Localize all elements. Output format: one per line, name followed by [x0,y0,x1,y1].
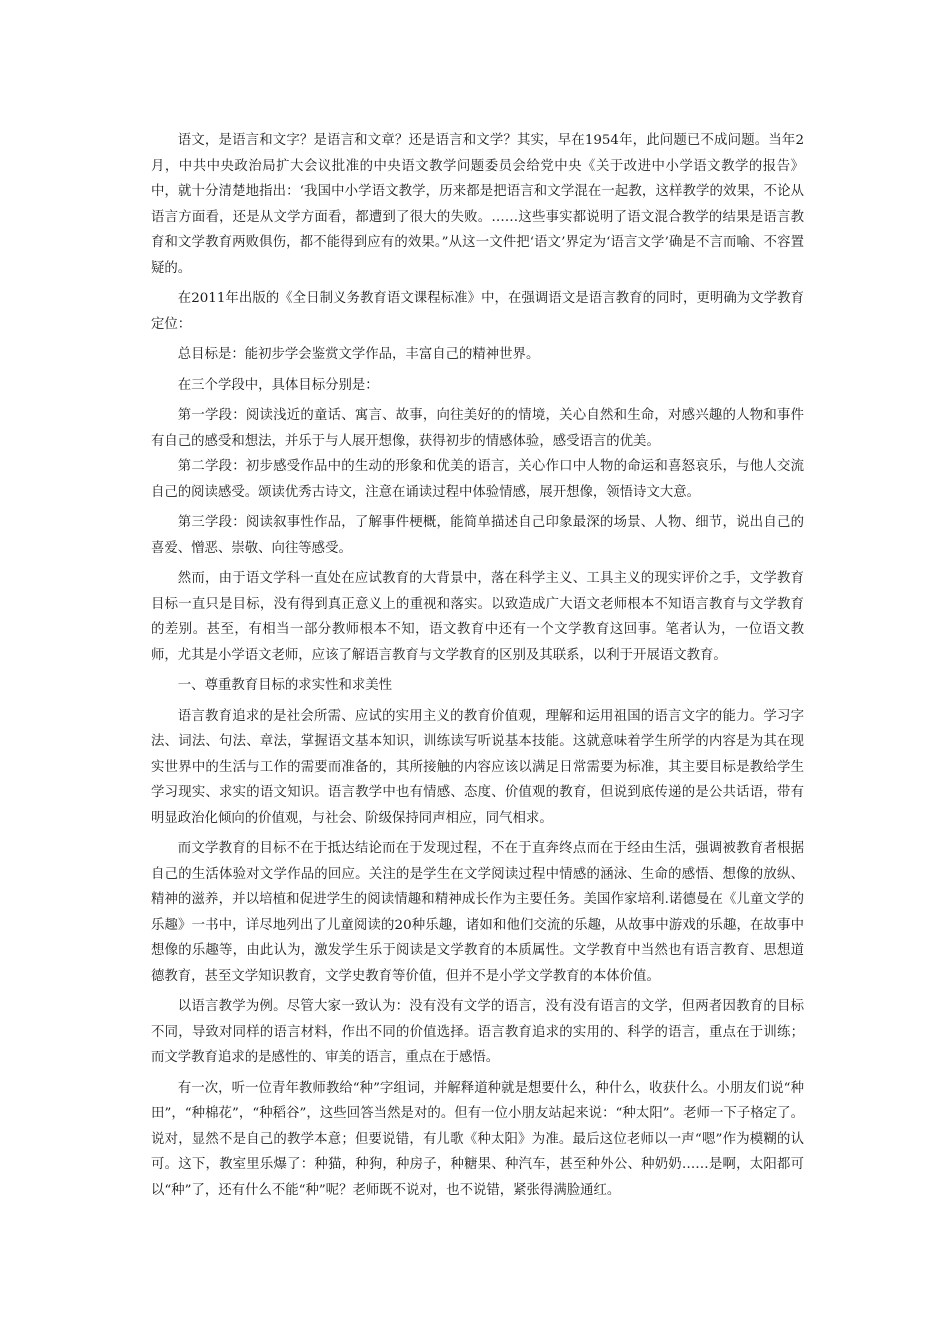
paragraph-stage-three: 第三学段：阅读叙事性作品，了解事件梗概，能简单描述自己印象最深的场景、人物、细节，说出自己的喜爱、憎恶、崇敬、向往等感受。 [151,515,804,556]
paragraph-classroom-story: 有一次，听一位青年教师教给“种”字组词，并解释道种就是想要什么，种什么，收获什么。小朋友们说“种田”，“种棉花”，“种稻谷”，这些回答当然是对的。但有一位小朋友站起来说：“种太阳”。老师一下子格定了。说对，显然不是自己的教学本意；但要说错，有儿歌《种太阳》为准。最后这位老师以一声“嗯”作为模糊的认可。这下，教室里乐爆了：种猫，种狗，种房子，种糖果、种汽车，甚至种外公、种奶奶……是啊，太阳都可以“种”了，还有什么不能“种”呢？老师既不说对，也不说错，紧张得满脸通红。 [151,1080,804,1198]
paragraph-overall-goal: 总目标是：能初步学会鉴赏文学作品，丰富自己的精神世界。 [177,347,540,362]
section-heading-one: 一、尊重教育目标的求实性和求美性 [177,678,393,693]
paragraph-language-teaching-example: 以语言教学为例。尽管大家一致认为：没有没有文学的语言，没有没有语言的文学，但两者因教育的目标不同，导致对同样的语言材料，作出不同的价值选择。语言教育追求的实用的、科学的语言，重点在于训练；而文学教育追求的是感性的、审美的语言，重点在于感悟。 [151,999,804,1065]
document-page [151,128,804,1208]
paragraph-stage-one: 第一学段：阅读浅近的童话、寓言、故事，向往美好的的情境，关心自然和生命，对感兴趣的人物和事件有自己的感受和想法，并乐于与人展开想像，获得初步的情感体验，感受语言的优美。 [151,408,804,449]
paragraph-intro: 语文，是语言和文字？是语言和文章？还是语言和文学？其实，早在1954年，此问题已不成问题。当年2月，中共中央政治局扩大会议批准的中央语文教学问题委员会给党中央《关于改进中小学语文教学的报告》中，就十分清楚地指出：‘我国中小学语文教学，历来都是把语言和文学混在一起教，这样教学的效果，不论从语言方面看，还是从文学方面看，都遭到了很大的失败。……这些事实都说明了语文混合教学的结果是语言教育和文学教育两败俱伤，都不能得到应有的效果。”从这一文件把‘语文’界定为‘语言文学’确是不言而喻、不容置疑的。 [151,133,804,276]
paragraph-however: 然而，由于语文学科一直处在应试教育的大背景中，落在科学主义、工具主义的现实评价之手，文学教育目标一直只是目标，没有得到真正意义上的重视和落实。以致造成广大语文老师根本不知语言教育与文学教育的差别。甚至，有相当一部分教师根本不知，语文教育中还有一个文学教育这回事。笔者认为，一位语文教师，尤其是小学语文老师，应该了解语言教育与文学教育的区别及其联系，以利于开展语文教育。 [151,571,804,663]
paragraph-curriculum-standard: 在2011年出版的《全日制义务教育语文课程标准》中，在强调语文是语言教育的同时，更明确为文学教育定位： [151,291,804,332]
paragraph-language-education: 语言教育追求的是社会所需、应试的实用主义的教育价值观，理解和运用祖国的语言文字的能力。学习字法、词法、句法、章法，掌握语文基本知识，训练读写听说基本技能。这就意味着学生所学的内容是为其在现实世界中的生活与工作的需要而准备的，其所接触的内容应该以满足日常需要为标准，其主要目标是教给学生学习现实、求实的语文知识。语言教学中也有情感、态度、价值观的教育，但说到底传递的是公共话语，带有明显政治化倾向的价值观，与社会、阶级保持同声相应，同气相求。 [151,708,804,826]
paragraph-literature-education: 而文学教育的目标不在于抵达结论而在于发现过程，不在于直奔终点而在于经由生活，强调被教育者根据自己的生活体验对文学作品的回应。关注的是学生在文学阅读过程中情感的涵泳、生命的感悟、想像的放纵、精神的滋养，并以培植和促进学生的阅读情趣和精神成长作为主要任务。美国作家培利.诺德曼在《儿童文学的乐趣》一书中，详尽地列出了儿童阅读的20种乐趣，诸如和他们交流的乐趣，从故事中游戏的乐趣，在故事中想像的乐趣等，由此认为，激发学生乐于阅读是文学教育的本质属性。文学教育中当然也有语言教育、思想道德教育，甚至文学知识教育，文学史教育等价值，但并不是小学文学教育的本体价值。 [151,841,804,984]
paragraph-stage-two: 第二学段：初步感受作品中的生动的形象和优美的语言，关心作口中人物的命运和喜怒哀乐，与他人交流自己的阅读感受。颂读优秀古诗文，注意在诵读过程中体验情感，展开想像，领悟诗文大意。 [151,459,804,500]
paragraph-three-stages: 在三个学段中，具体目标分别是： [177,377,379,393]
